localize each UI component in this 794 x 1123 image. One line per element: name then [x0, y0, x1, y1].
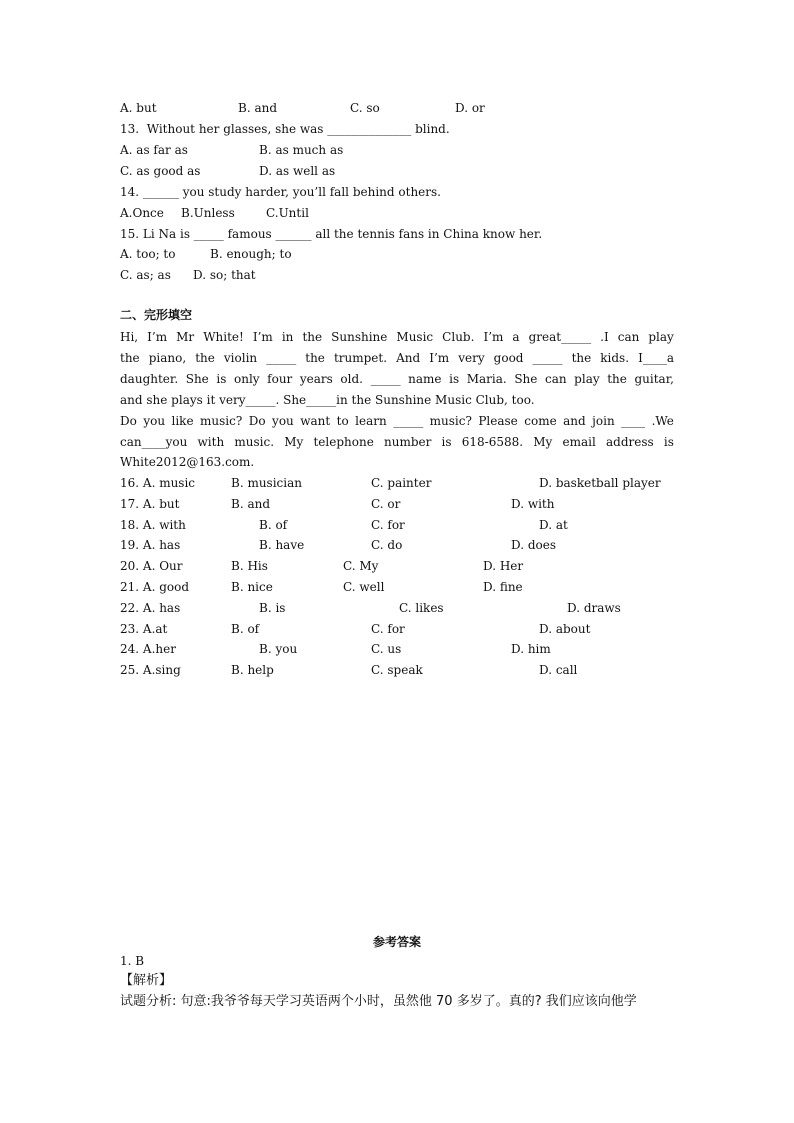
passage-word: music?: [429, 414, 472, 428]
passage-word: address: [606, 435, 654, 449]
passage-word: great_____: [528, 330, 592, 344]
q15-option-a: A. too; to: [120, 247, 176, 261]
passage-word: kids.: [600, 351, 630, 365]
passage-word: Mr: [176, 330, 195, 344]
q15-option-c: C. as; as: [120, 268, 171, 282]
cloze-option-c: C. us: [371, 642, 402, 657]
q15-stem: 15. Li Na is _____ famous ______ all the tennis fans in China know her.: [120, 227, 543, 241]
cloze-question-option-a: 22. A. has: [120, 600, 181, 615]
cloze-question-option-a: 16. A. music: [120, 476, 196, 490]
passage-word: I’m: [429, 351, 450, 365]
q13-option-a: A. as far as: [120, 143, 188, 157]
q14-option-a: A.Once: [120, 206, 164, 220]
passage-word: I____a: [638, 351, 674, 365]
q14-stem: 14. ______ you study harder, you’ll fall behind others.: [120, 185, 441, 199]
passage-word: guitar,: [634, 372, 674, 386]
passage-word: She: [185, 372, 209, 386]
passage-word: She: [514, 372, 538, 386]
passage-word: _____: [393, 414, 424, 428]
passage-word: Club.: [442, 330, 475, 344]
cloze-option-c: C. or: [371, 496, 401, 511]
passage-word: good: [493, 351, 524, 365]
cloze-option-c: C. for: [371, 621, 405, 636]
passage-word: come: [524, 414, 557, 428]
cloze-question-option-a: 21. A. good: [120, 580, 190, 594]
passage-word: four: [267, 372, 293, 386]
passage-word: a: [512, 330, 520, 344]
q14-option-c: C.Until: [266, 206, 309, 220]
passage-word: like: [171, 414, 194, 428]
passage-word: email: [562, 435, 596, 449]
cloze-option-c: C. well: [343, 580, 385, 594]
cloze-option-b: B. of: [231, 621, 260, 636]
cloze-option-d: D. call: [539, 663, 578, 678]
passage-word: telephone: [313, 435, 374, 449]
cloze-option-b: B. is: [259, 600, 286, 615]
cloze-question-option-a: 25. A.sing: [120, 663, 181, 678]
passage-word: is: [663, 435, 674, 449]
passage-line-4: and she plays it very_____. She_____in the Sunshine Music Club, too.: [120, 393, 535, 407]
passage-line-3: [120, 372, 674, 387]
passage-word: very: [458, 351, 485, 365]
cloze-option-d: D. draws: [567, 600, 621, 615]
passage-word: can: [544, 372, 567, 386]
cloze-question-option-a: 18. A. with: [120, 517, 186, 532]
passage-word: piano,: [148, 351, 187, 365]
passage-word: you: [143, 414, 166, 428]
passage-word: the: [607, 372, 627, 386]
passage-word: _____: [370, 372, 401, 386]
passage-line-5: [120, 414, 674, 429]
passage-word: music.: [234, 435, 275, 449]
q14-option-b: B.Unless: [181, 206, 235, 220]
passage-word: Music: [396, 330, 434, 344]
passage-line-1: [120, 330, 674, 345]
passage-word: the: [195, 351, 215, 365]
cloze-option-c: C. painter: [371, 476, 432, 490]
passage-word: I’m: [483, 330, 504, 344]
passage-word: learn: [355, 414, 387, 428]
passage-word: Please: [478, 414, 518, 428]
passage-word: .We: [651, 414, 674, 428]
passage-word: White!: [203, 330, 244, 344]
cloze-option-d: D. with: [511, 496, 555, 511]
passage-word: is: [216, 372, 227, 386]
passage-word: .I: [600, 330, 609, 344]
passage-word: 618-6588.: [461, 435, 524, 449]
cloze-question-option-a: 17. A. but: [120, 496, 180, 511]
q13-option-b: B. as much as: [259, 143, 344, 157]
cloze-option-c: C. speak: [371, 663, 423, 678]
passage-word: in: [281, 330, 294, 344]
passage-word: the: [305, 351, 325, 365]
q12-option-b: B. and: [238, 101, 278, 115]
passage-word: name: [408, 372, 442, 386]
passage-word: number: [384, 435, 432, 449]
passage-line-7: White2012@163.com.: [120, 455, 255, 469]
passage-word: you: [272, 414, 294, 428]
cloze-option-b: B. you: [259, 642, 298, 657]
cloze-option-c: C. likes: [399, 600, 444, 615]
passage-word: only: [233, 372, 260, 386]
passage-word: ____: [621, 414, 646, 428]
passage-word: and: [563, 414, 586, 428]
cloze-option-d: D. Her: [483, 559, 524, 574]
passage-word: want: [300, 414, 331, 428]
cloze-option-b: B. nice: [231, 580, 273, 594]
q13-option-c: C. as good as: [120, 164, 201, 178]
q12-option-d: D. or: [455, 101, 485, 115]
passage-word: Sunshine: [331, 330, 388, 344]
passage-word: with: [197, 435, 225, 449]
passage-word: daughter.: [120, 372, 179, 386]
answer-1: 1. B: [120, 954, 145, 968]
passage-word: _____: [532, 351, 563, 365]
passage-word: old.: [340, 372, 363, 386]
cloze-option-d: D. fine: [483, 580, 523, 594]
passage-word: the: [571, 351, 592, 365]
q12-option-c: C. so: [350, 101, 380, 115]
cloze-question-option-a: 19. A. has: [120, 538, 181, 553]
cloze-option-b: B. His: [231, 559, 268, 574]
cloze-option-b: B. help: [231, 663, 274, 678]
cloze-option-d: D. basketball player: [539, 476, 661, 490]
section-title-cloze: 二、完形填空: [120, 308, 193, 322]
passage-word: can____you: [120, 435, 188, 449]
cloze-option-b: B. and: [231, 496, 271, 511]
passage-word: My: [284, 435, 304, 449]
q13-option-d: D. as well as: [259, 164, 336, 178]
passage-word: I’m: [252, 330, 273, 344]
cloze-option-b: B. of: [259, 517, 288, 532]
cloze-option-d: D. does: [511, 538, 556, 553]
analysis-label: 【解析】: [120, 973, 173, 988]
passage-word: play: [574, 372, 600, 386]
passage-word: years: [299, 372, 333, 386]
cloze-option-c: C. do: [371, 538, 403, 553]
cloze-option-c: C. for: [371, 517, 405, 532]
cloze-option-d: D. about: [539, 621, 591, 636]
passage-word: Do: [248, 414, 266, 428]
cloze-option-b: B. have: [259, 538, 305, 553]
passage-line-2: [120, 351, 674, 366]
q15-option-b: B. enough; to: [210, 247, 292, 261]
passage-word: the: [302, 330, 323, 344]
cloze-option-b: B. musician: [231, 476, 302, 490]
passage-word: Do: [120, 414, 137, 428]
q12-option-a: A. but: [120, 101, 157, 115]
passage-word: join: [592, 414, 615, 428]
passage-word: can: [617, 330, 640, 344]
passage-word: is: [441, 435, 452, 449]
cloze-option-c: C. My: [343, 559, 379, 574]
passage-word: to: [336, 414, 349, 428]
answer-section-title: 参考答案: [372, 935, 421, 949]
cloze-question-option-a: 20. A. Our: [120, 559, 183, 574]
cloze-option-d: D. at: [539, 517, 568, 532]
passage-word: Maria.: [466, 372, 507, 386]
analysis-text: 试题分析: 句意:我爷爷每天学习英语两个小时，虽然他 70 多岁了。真的? 我们应该向他学: [120, 994, 637, 1009]
passage-word: And: [396, 351, 421, 365]
passage-word: trumpet.: [333, 351, 388, 365]
passage-line-6: [120, 435, 674, 450]
passage-word: _____: [266, 351, 297, 365]
passage-word: play: [648, 330, 674, 344]
cloze-option-d: D. him: [511, 642, 551, 657]
passage-word: Hi,: [120, 330, 139, 344]
passage-word: music?: [200, 414, 243, 428]
passage-word: I’m: [147, 330, 168, 344]
q15-option-d: D. so; that: [193, 268, 256, 282]
passage-word: the: [120, 351, 140, 365]
q13-stem: 13. Without her glasses, she was ______________ blind.: [120, 122, 450, 136]
cloze-question-option-a: 23. A.at: [120, 621, 168, 636]
cloze-question-option-a: 24. A.her: [120, 642, 176, 657]
passage-word: violin: [223, 351, 258, 365]
passage-word: My: [533, 435, 553, 449]
passage-word: is: [449, 372, 460, 386]
